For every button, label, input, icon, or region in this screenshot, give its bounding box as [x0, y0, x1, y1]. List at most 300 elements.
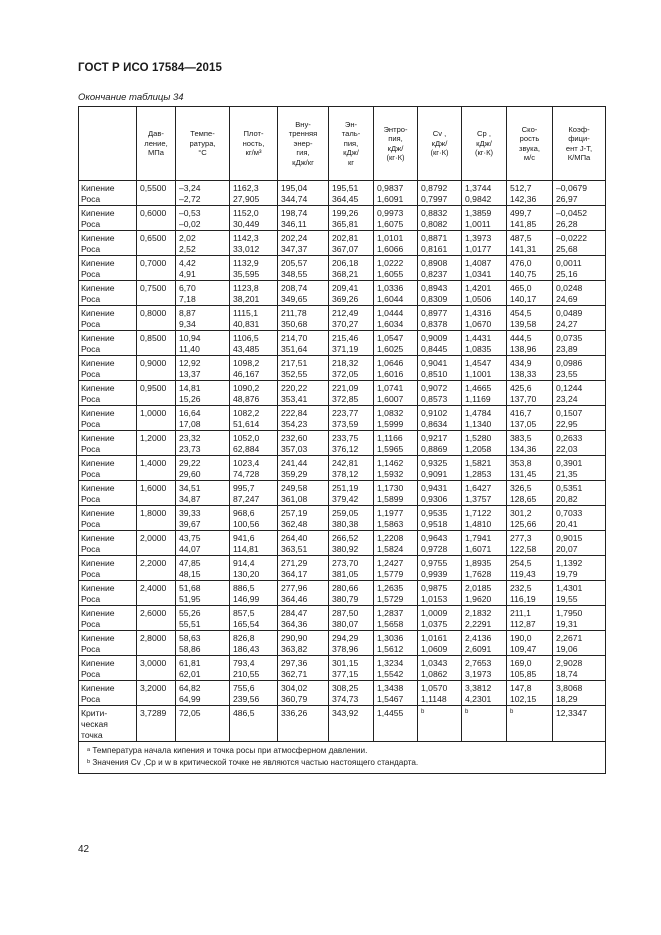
- cell-value: Кипение: [81, 633, 115, 643]
- cell-value: Роса: [81, 319, 101, 329]
- cell-entropy: [374, 506, 418, 531]
- cell-value: 2,2671: [556, 633, 583, 643]
- cell-value: 1,0341: [465, 269, 492, 279]
- cell-value: 350,68: [281, 319, 308, 329]
- cell-value: 0,9728: [421, 544, 448, 554]
- cell-cv: [418, 631, 462, 656]
- cell-jt-coefficient: [553, 381, 606, 406]
- cell-value: 1,7950: [556, 608, 583, 618]
- cell-value: 1,6066: [377, 244, 404, 254]
- cell-value: 359,29: [281, 469, 308, 479]
- cell-value: 0,9837: [377, 183, 404, 193]
- cell-value: 1,5542: [377, 669, 404, 679]
- cell-sound-speed: [507, 431, 553, 456]
- cell-value: 232,60: [281, 433, 308, 443]
- cell-value: 1,0011: [465, 219, 491, 229]
- cell-value: 23,89: [556, 344, 578, 354]
- cell-value: 249,58: [281, 483, 308, 493]
- cell-density: [230, 431, 278, 456]
- cell-entropy: [374, 281, 418, 306]
- cell-value: 0,7500: [140, 283, 167, 293]
- cell-value: 308,25: [332, 683, 359, 693]
- cell-temperature: [176, 506, 230, 531]
- header-label: [79, 107, 137, 181]
- cell-value: 1,1392: [556, 558, 583, 568]
- cell-value: 370,27: [332, 319, 359, 329]
- cell-value: 0,8908: [421, 258, 448, 268]
- cell-value: 20,82: [556, 494, 578, 504]
- cell-pressure: [137, 706, 176, 742]
- cell-value: 34,87: [179, 494, 201, 504]
- cell-value: 0,0248: [556, 283, 583, 293]
- cell-pressure: [137, 631, 176, 656]
- cell-temperature: [176, 481, 230, 506]
- cell-value: 1052,0: [233, 433, 260, 443]
- cell-cp: [462, 181, 507, 206]
- cell-sound-speed: [507, 706, 553, 742]
- cell-value: 1,1462: [377, 458, 404, 468]
- cell-value: Роса: [81, 369, 101, 379]
- header-entropy: Энтро- пия, кДж/ (кг·К): [374, 107, 418, 181]
- cell-entropy: [374, 431, 418, 456]
- cell-value: 1,0741: [377, 383, 404, 393]
- cell-entropy: [374, 656, 418, 681]
- cell-cp: [462, 656, 507, 681]
- cell-value: 362,71: [281, 669, 308, 679]
- cell-value: 1,4547: [465, 358, 492, 368]
- cell-value: 0,1244: [556, 383, 583, 393]
- cell-value: 40,831: [233, 319, 260, 329]
- cell-value: 211,1: [510, 608, 531, 618]
- cell-pressure: [137, 481, 176, 506]
- cell-internal-energy: [278, 256, 329, 281]
- cell-value: 0,9072: [421, 383, 448, 393]
- cell-value: 29,22: [179, 458, 201, 468]
- cell-value: 2,02: [179, 233, 196, 243]
- cell-value: 379,42: [332, 494, 359, 504]
- cell-value: Кипение: [81, 408, 115, 418]
- cell-value: Роса: [81, 194, 101, 204]
- table-row: [79, 556, 606, 581]
- cell-sound-speed: [507, 331, 553, 356]
- cell-value: ческая: [81, 719, 108, 729]
- cell-value: 147,8: [510, 683, 532, 693]
- cell-value: 1,4665: [465, 383, 492, 393]
- cell-density: [230, 656, 278, 681]
- cell-value: 4,2301: [465, 694, 492, 704]
- cell-value: 1,4201: [465, 283, 492, 293]
- cell-jt-coefficient: [553, 606, 606, 631]
- cell-jt-coefficient: [553, 481, 606, 506]
- cell-value: 218,32: [332, 358, 359, 368]
- cell-enthalpy: [329, 681, 374, 706]
- cell-value: 169,0: [510, 658, 532, 668]
- cell-value: 0,8500: [140, 333, 167, 343]
- cell-sound-speed: [507, 356, 553, 381]
- table-row: [79, 256, 606, 281]
- cell-value: 0,9939: [421, 569, 448, 579]
- cell-value: 61,81: [179, 658, 201, 668]
- cell-value: 64,99: [179, 694, 201, 704]
- cell-entropy: [374, 531, 418, 556]
- cell-cp: [462, 456, 507, 481]
- cell-cv: [418, 481, 462, 506]
- cell-value: 24,27: [556, 319, 578, 329]
- cell-sound-speed: [507, 256, 553, 281]
- cell-value: 0,8161: [421, 244, 448, 254]
- cell-value: 25,68: [556, 244, 578, 254]
- cell-value: 39,33: [179, 508, 201, 518]
- cell-entropy: [374, 406, 418, 431]
- cell-internal-energy: [278, 381, 329, 406]
- cell-value: 0,0986: [556, 358, 583, 368]
- cell-value: 857,5: [233, 608, 255, 618]
- cell-value: 363,82: [281, 644, 308, 654]
- cell-value: 10,94: [179, 333, 201, 343]
- cell-internal-energy: [278, 456, 329, 481]
- cell-value: 0,7997: [421, 194, 448, 204]
- cell-cv: [418, 406, 462, 431]
- cell-cv: [418, 581, 462, 606]
- cell-jt-coefficient: [553, 456, 606, 481]
- cell-value: 1,5729: [377, 594, 404, 604]
- cell-value: 486,5: [233, 708, 255, 718]
- cell-value: 348,55: [281, 269, 308, 279]
- cell-value: 134,36: [510, 444, 537, 454]
- cell-value: 277,96: [281, 583, 308, 593]
- table-caption: Окончание таблицы 34: [78, 92, 184, 103]
- cell-value: 100,56: [233, 519, 260, 529]
- cell-internal-energy: [278, 281, 329, 306]
- cell-value: Роса: [81, 469, 101, 479]
- cell-value: Роса: [81, 394, 101, 404]
- cell-value: 353,41: [281, 394, 308, 404]
- cell-density: [230, 556, 278, 581]
- cell-value: 1,0444: [377, 308, 404, 318]
- cell-enthalpy: [329, 256, 374, 281]
- cell-value: 23,32: [179, 433, 201, 443]
- header-cp: Cp , кДж/ (кг·К): [462, 107, 507, 181]
- cell-value: 995,7: [233, 483, 255, 493]
- table-row: [79, 206, 606, 231]
- cell-sound-speed: [507, 556, 553, 581]
- cell-value: 23,24: [556, 394, 578, 404]
- header-temperature: Темпе- ратура, °С: [176, 107, 230, 181]
- cell-cp: [462, 506, 507, 531]
- cell-value: 13,37: [179, 369, 201, 379]
- cell-jt-coefficient: [553, 231, 606, 256]
- cell-label: [79, 606, 137, 631]
- cell-label: [79, 281, 137, 306]
- cell-value: 58,63: [179, 633, 201, 643]
- cell-enthalpy: [329, 656, 374, 681]
- header-cv: Cv , кДж/ (кг·К): [418, 107, 462, 181]
- cell-enthalpy: [329, 481, 374, 506]
- cell-value: 360,79: [281, 694, 308, 704]
- cell-value: 383,5: [510, 433, 532, 443]
- cell-value: 1,0506: [465, 294, 492, 304]
- table-row: [79, 581, 606, 606]
- cell-cp: [462, 631, 507, 656]
- cell-value: 9,34: [179, 319, 196, 329]
- cell-density: [230, 631, 278, 656]
- cell-value: 2,0185: [465, 583, 492, 593]
- cell-enthalpy: [329, 381, 374, 406]
- cell-label: [79, 306, 137, 331]
- cell-value: 0,8237: [421, 269, 448, 279]
- cell-value: 0,0011: [556, 258, 582, 268]
- cell-value: 43,485: [233, 344, 260, 354]
- cell-internal-energy: [278, 531, 329, 556]
- cell-enthalpy: [329, 306, 374, 331]
- cell-value: 1,0336: [377, 283, 404, 293]
- cell-value: 1,3859: [465, 208, 492, 218]
- cell-internal-energy: [278, 681, 329, 706]
- cell-entropy: [374, 456, 418, 481]
- cell-value: 364,46: [281, 594, 308, 604]
- cell-value: 2,9028: [556, 658, 583, 668]
- cell-value: 1,0000: [140, 408, 167, 418]
- cell-value: 165,54: [233, 619, 260, 629]
- cell-temperature: [176, 431, 230, 456]
- cell-cp: [462, 381, 507, 406]
- cell-value: 1,7122: [465, 508, 492, 518]
- cell-cp: [462, 306, 507, 331]
- cell-density: [230, 231, 278, 256]
- cell-cp: [462, 256, 507, 281]
- cell-value: 208,74: [281, 283, 308, 293]
- cell-value: 1,5280: [465, 433, 492, 443]
- cell-value: 55,51: [179, 619, 201, 629]
- cell-sound-speed: [507, 306, 553, 331]
- cell-value: 2,8000: [140, 633, 167, 643]
- cell-value: 2,4000: [140, 583, 167, 593]
- cell-value: 43,75: [179, 533, 201, 543]
- cell-value: 26,97: [556, 194, 578, 204]
- cell-value: Кипение: [81, 383, 115, 393]
- cell-value: 1,4000: [140, 458, 167, 468]
- cell-pressure: [137, 531, 176, 556]
- cell-value: 2,1832: [465, 608, 492, 618]
- cell-value: 17,08: [179, 419, 201, 429]
- cell-value: 18,29: [556, 694, 578, 704]
- cell-value: 105,85: [510, 669, 537, 679]
- cell-temperature: [176, 681, 230, 706]
- cell-entropy: [374, 231, 418, 256]
- cell-value: 1,4316: [465, 308, 492, 318]
- cell-jt-coefficient: [553, 406, 606, 431]
- cell-entropy: [374, 306, 418, 331]
- table-row: [79, 481, 606, 506]
- cell-value: 1115,1: [233, 308, 259, 318]
- cell-temperature: [176, 531, 230, 556]
- document-title: ГОСТ Р ИСО 17584—2015: [78, 62, 223, 74]
- cell-pressure: [137, 606, 176, 631]
- cell-value: 198,74: [281, 208, 308, 218]
- cell-value: b: [510, 709, 514, 715]
- cell-cv: [418, 681, 462, 706]
- cell-value: Роса: [81, 619, 101, 629]
- cell-label: [79, 506, 137, 531]
- cell-cp: [462, 431, 507, 456]
- cell-sound-speed: [507, 506, 553, 531]
- cell-value: Кипение: [81, 358, 115, 368]
- cell-value: 3,8068: [556, 683, 583, 693]
- cell-value: 138,33: [510, 369, 537, 379]
- cell-cv: [418, 331, 462, 356]
- cell-value: 38,201: [233, 294, 260, 304]
- cell-value: 1,0177: [465, 244, 492, 254]
- cell-value: Роса: [81, 594, 101, 604]
- cell-value: 215,46: [332, 333, 359, 343]
- cell-jt-coefficient: [553, 706, 606, 742]
- cell-value: 1,0375: [421, 619, 448, 629]
- cell-value: 24,69: [556, 294, 578, 304]
- cell-temperature: [176, 606, 230, 631]
- cell-pressure: [137, 256, 176, 281]
- cell-value: 122,58: [510, 544, 537, 554]
- cell-value: 376,12: [332, 444, 359, 454]
- cell-value: 941,6: [233, 533, 255, 543]
- cell-value: 251,19: [332, 483, 359, 493]
- cell-value: 2,2291: [465, 619, 492, 629]
- cell-value: 347,37: [281, 244, 308, 254]
- cell-value: 0,9102: [421, 408, 448, 418]
- cell-value: 0,8792: [421, 183, 448, 193]
- cell-sound-speed: [507, 631, 553, 656]
- cell-value: 2,6000: [140, 608, 167, 618]
- cell-value: 109,47: [510, 644, 537, 654]
- cell-density: [230, 181, 278, 206]
- cell-value: Кипение: [81, 258, 115, 268]
- cell-value: 1162,3: [233, 183, 259, 193]
- cell-value: –3,24: [179, 183, 201, 193]
- cell-pressure: [137, 681, 176, 706]
- cell-value: 1,0670: [465, 319, 492, 329]
- cell-value: Роса: [81, 219, 101, 229]
- cell-value: 0,6500: [140, 233, 167, 243]
- cell-cp: [462, 331, 507, 356]
- cell-value: 1,6000: [140, 483, 167, 493]
- cell-value: 33,012: [233, 244, 260, 254]
- cell-value: 1,3744: [465, 183, 492, 193]
- cell-cv: [418, 531, 462, 556]
- cell-value: 0,9500: [140, 383, 167, 393]
- cell-density: [230, 506, 278, 531]
- cell-value: 1,0222: [377, 258, 404, 268]
- footnotes-row: [79, 742, 606, 774]
- cell-value: 353,8: [510, 458, 532, 468]
- cell-value: 223,77: [332, 408, 359, 418]
- cell-internal-energy: [278, 606, 329, 631]
- cell-value: 20,07: [556, 544, 578, 554]
- cell-value: 374,73: [332, 694, 359, 704]
- cell-cp: [462, 481, 507, 506]
- cell-value: 241,44: [281, 458, 308, 468]
- cell-value: 377,15: [332, 669, 359, 679]
- cell-entropy: [374, 606, 418, 631]
- cell-value: 16,64: [179, 408, 201, 418]
- cell-value: 1,6091: [377, 194, 404, 204]
- cell-label: [79, 181, 137, 206]
- table-row: [79, 306, 606, 331]
- cell-value: 1,8000: [140, 508, 167, 518]
- cell-value: 12,92: [179, 358, 201, 368]
- cell-cp: [462, 531, 507, 556]
- table-row: [79, 406, 606, 431]
- cell-value: –0,53: [179, 208, 201, 218]
- table-row: [79, 381, 606, 406]
- cell-internal-energy: [278, 581, 329, 606]
- cell-pressure: [137, 281, 176, 306]
- cell-enthalpy: [329, 456, 374, 481]
- cell-density: [230, 581, 278, 606]
- cell-value: Кипение: [81, 583, 115, 593]
- cell-jt-coefficient: [553, 206, 606, 231]
- cell-value: 1,5467: [377, 694, 404, 704]
- cell-value: 202,24: [281, 233, 308, 243]
- cell-value: 476,0: [510, 258, 532, 268]
- cell-value: 44,07: [179, 544, 201, 554]
- cell-value: 206,18: [332, 258, 359, 268]
- cell-enthalpy: [329, 406, 374, 431]
- cell-value: Кипение: [81, 558, 115, 568]
- cell-value: 512,7: [510, 183, 532, 193]
- cell-pressure: [137, 331, 176, 356]
- cell-internal-energy: [278, 356, 329, 381]
- cell-entropy: [374, 481, 418, 506]
- cell-value: 1,5821: [465, 458, 492, 468]
- cell-value: 233,75: [332, 433, 359, 443]
- cell-temperature: [176, 406, 230, 431]
- cell-value: –2,72: [179, 194, 201, 204]
- cell-value: 2,6091: [465, 644, 492, 654]
- cell-value: 7,18: [179, 294, 196, 304]
- cell-cp: [462, 706, 507, 742]
- cell-value: 3,7289: [140, 708, 167, 718]
- cell-value: 220,22: [281, 383, 308, 393]
- cell-sound-speed: [507, 381, 553, 406]
- cell-internal-energy: [278, 206, 329, 231]
- cell-enthalpy: [329, 631, 374, 656]
- cell-value: Роса: [81, 694, 101, 704]
- cell-cv: [418, 256, 462, 281]
- cell-value: 48,876: [233, 394, 260, 404]
- cell-enthalpy: [329, 506, 374, 531]
- cell-value: 102,15: [510, 694, 537, 704]
- cell-value: 1023,4: [233, 458, 260, 468]
- cell-temperature: [176, 381, 230, 406]
- cell-value: 0,8445: [421, 344, 448, 354]
- cell-value: 2,7653: [465, 658, 492, 668]
- cell-value: 0,8871: [421, 233, 448, 243]
- cell-value: 0,9325: [421, 458, 448, 468]
- cell-cv: [418, 356, 462, 381]
- cell-value: 277,3: [510, 533, 532, 543]
- cell-value: 361,08: [281, 494, 308, 504]
- cell-value: 1,5899: [377, 494, 404, 504]
- cell-value: 30,449: [233, 219, 260, 229]
- cell-value: 1,4087: [465, 258, 492, 268]
- footnote-a: ᵃ Температура начала кипения и точка росы при атмосферном давлении.: [87, 746, 368, 755]
- cell-value: 1,2837: [377, 608, 404, 618]
- cell-value: 0,8309: [421, 294, 448, 304]
- cell-cv: [418, 281, 462, 306]
- cell-value: 137,70: [510, 394, 537, 404]
- cell-value: 1,6055: [377, 269, 404, 279]
- cell-temperature: [176, 556, 230, 581]
- cell-value: b: [421, 709, 425, 715]
